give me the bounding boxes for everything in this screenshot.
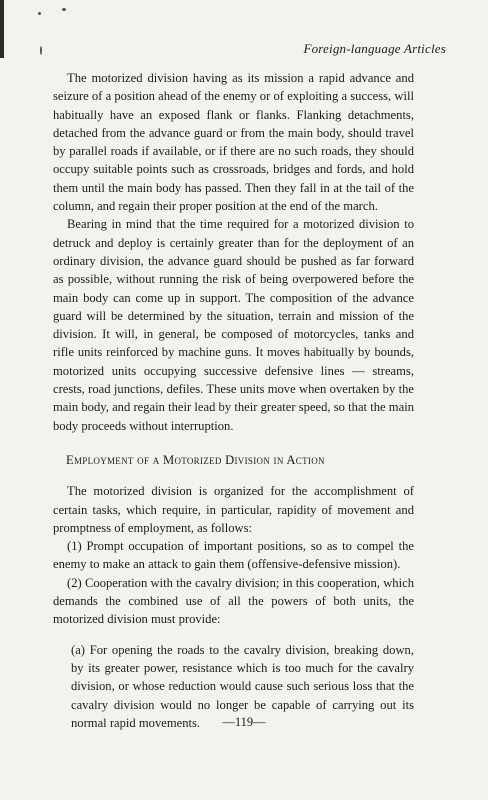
page-number: —119— [222,715,266,729]
sub-item: (a) For opening the roads to the cavalry division, breaking down, by its greater power, resistance which is too much for the cavalry division, or whose reduction would cause such serious loss that the cavalry division would no longer be capable of carrying out its normal rapid movements. [71,642,414,730]
paragraph: The motorized division is organized for the accomplishment of certain tasks, which require, in particular, rapidity of movement and promptness of employment, as follows: [53,484,414,535]
print-speck [38,12,41,15]
running-head: Foreign-language Articles [303,41,446,56]
paragraph: The motorized division having as its mission a rapid advance and seizure of a position ahead of the enemy or of exploiting a success, will habitually have an exposed flank or flanks. Flanking detachments, detached from the advance guard or from the main body, should travel by parallel roads if available, or if there are no such roads, they should occupy suitable points such as crossroads, bridges and fords, and hold them until the main body has passed. Then they fall in at the tail of the column, and regain their proper position at the end of the march. [53,71,414,214]
section-heading: Employment of a Motorized Division in Action [66,452,325,467]
page-body [53,69,414,732]
paragraph: Bearing in mind that the time required for a motorized division to detruck and deploy is certainly greater than for the deployment of an ordinary division, the advance guard should be pushed as far forward as possible, without running the risk of being overpowered before the main body can come up in support. The composition of the advance guard will be determined by the situation, terrain and mission of the division. It will, in general, be composed of motorcycles, tanks and rifle units reinforced by machine guns. It moves habitually by bounds, motorized units occupying successive defensive lines — streams, crests, road junctions, defiles. These units move when overtaken by the main body, and regain their lead by their greater speed, so that the main body proceeds without interruption. [53,217,414,433]
paragraph: (2) Cooperation with the cavalry division; in this cooperation, which demands the combined use of all the powers of both units, the motorized division must provide: [53,575,414,627]
page-edge-shadow [0,0,4,58]
paragraph: (1) Prompt occupation of important positions, so as to compel the enemy to make an attack to gain them (offensive-defensive mission). [53,539,414,572]
print-speck [62,8,66,11]
print-speck [40,46,42,55]
